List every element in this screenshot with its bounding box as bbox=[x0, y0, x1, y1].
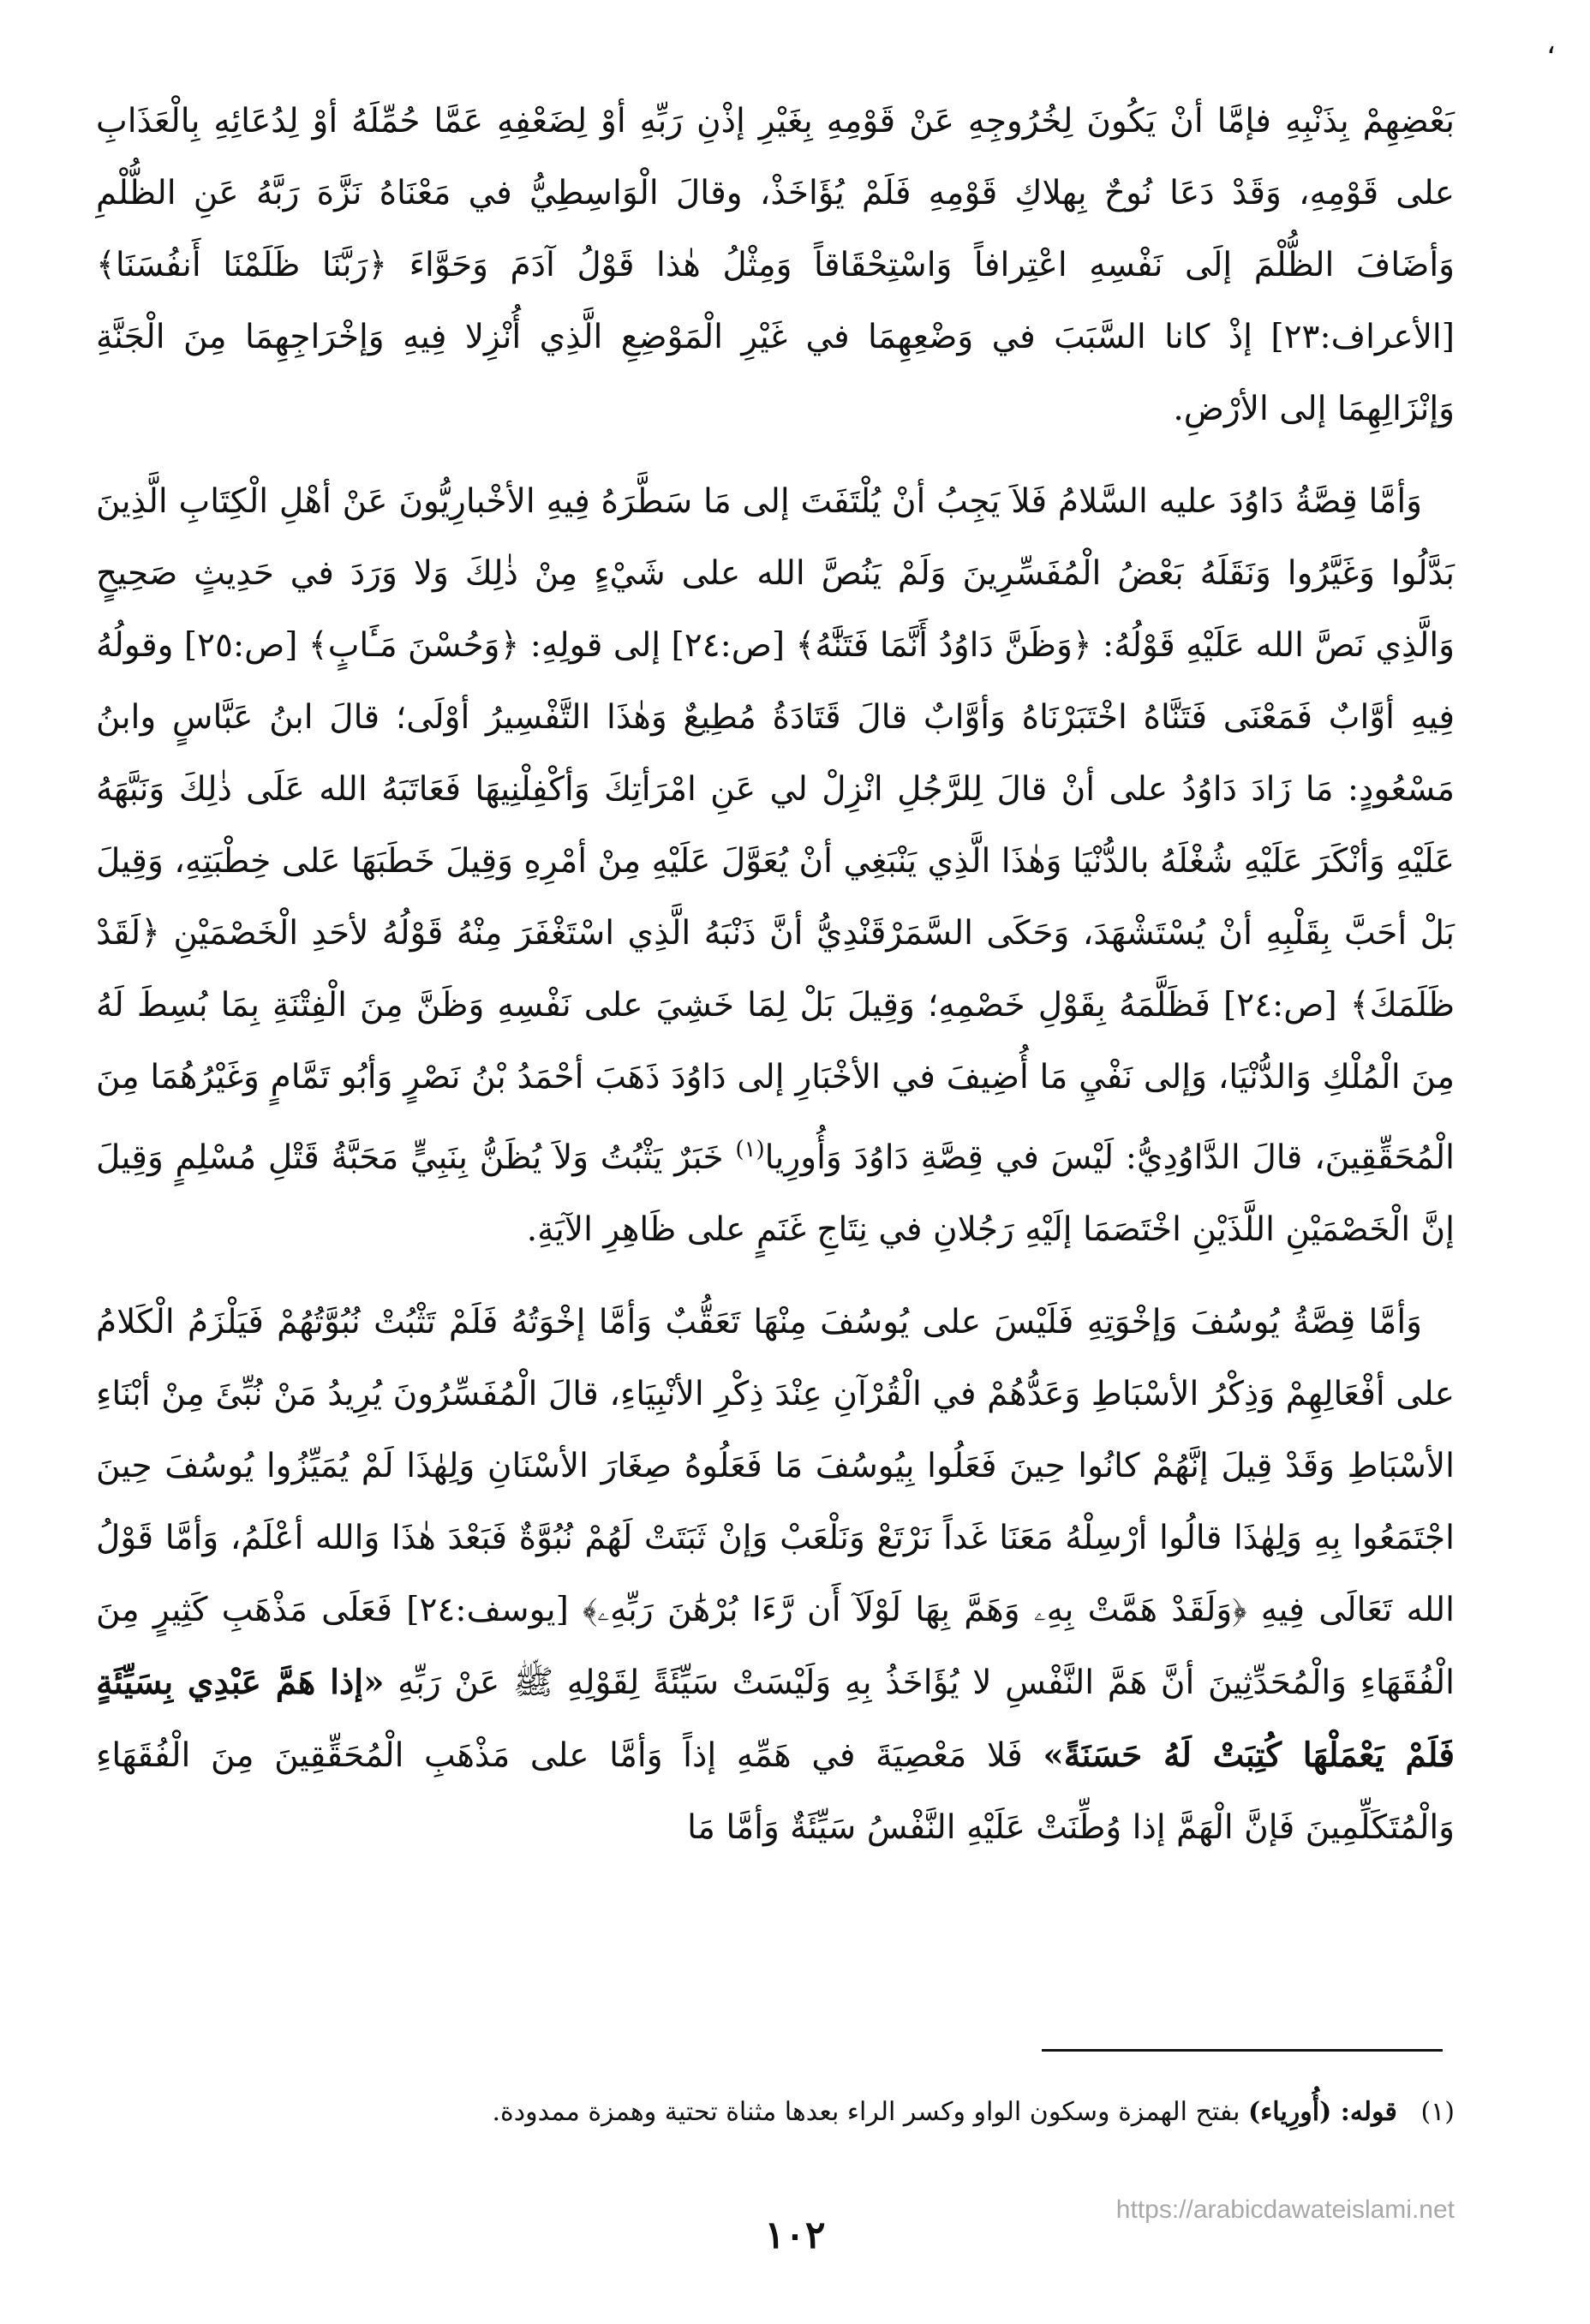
paragraph-3 bbox=[96, 1287, 1455, 1864]
footnote-lead: قوله: (أُورِياء) bbox=[1248, 2097, 1397, 2127]
footnote-number: (١) bbox=[1420, 2097, 1455, 2127]
main-text bbox=[96, 86, 1455, 1885]
paragraph-2-text-after: خَبَرٌ يَثْبُتُ وَلاَ يُظَنُّ بِنَبِيٍّ مَحَبَّةُ قَتْلِ مُسْلِمٍ وَقِيلَ إنَّ الْخَصْمَيْنِ اللَّذَيْنِ اخْتَصَمَا إلَيْهِ رَجُلانِ في نِتَاجِ غَنَمٍ على ظَاهِرِ الآيَةِ. bbox=[96, 1138, 1455, 1249]
paragraph-3-text-after: فَلا مَعْصِيَةَ في هَمِّهِ إذاً وَأمَّا على مَذْهَبِ الْمُحَقِّقِينَ مِنَ الْفُقَهَاءِ وَالْمُتَكَلِّمِينَ فَإنَّ الْهَمَّ إذا وُطِّنَتْ عَلَيْهِ النَّفْسُ سَيِّئَةٌ وَأمَّا مَا bbox=[96, 1736, 1455, 1847]
footnote bbox=[96, 2094, 1455, 2131]
corner-mark: ، bbox=[1546, 27, 1556, 61]
watermark-url: https://arabicdawateislami.net bbox=[1115, 2196, 1455, 2224]
page-number: ١٠٢ bbox=[764, 2213, 826, 2257]
footnote-marker[interactable]: (١) bbox=[735, 1137, 765, 1162]
hadith-quote: «إذا هَمَّ عَبْدِي بِسَيِّئَةٍ فَلَمْ يَعْمَلْهَا كُتِبَتْ لَهُ حَسَنَةً» bbox=[96, 1663, 1455, 1775]
paragraph-1-text: بَعْضِهِمْ بِذَنْبِهِ فإمَّا أنْ يَكُونَ لِخُرُوجِهِ عَنْ قَوْمِهِ بِغَيْرِ إذْنِ رَبِّهِ أوْ لِضَعْفِهِ عَمَّا حُمِّلَهُ أوْ لِدُعَائِهِ بِالْعَذَابِ على قَوْمِهِ، وَقَدْ دَعَا نُوحٌ بِهلاكِ قَوْمِهِ فَلَمْ يُؤَاخَذْ، وقالَ الْوَاسِطِيُّ في مَعْنَاهُ نَزَّهَ رَبَّهُ عَنِ الظُّلْمِ وَأضَافَ الظُّلْمَ إلَى نَفْسِهِ اعْتِرافاً وَاسْتِحْقَاقاً وَمِثْلُ هٰذا قَوْلُ آدَمَ وَحَوَّاءَ ﴿رَبَّنَا ظَلَمْنَا أَنفُسَنَا﴾ [الأعراف:٢٣] إذْ كانا السَّبَبَ في وَضْعِهِمَا في غَيْرِ الْمَوْضِعِ الَّذِي أُنْزِلا فِيهِ وَإخْرَاجِهِمَا مِنَ الْجَنَّةِ وَإنْزَالِهِمَا إلى الأرْضِ. bbox=[96, 102, 1455, 428]
footnote-divider bbox=[1042, 2049, 1443, 2052]
paragraph-1 bbox=[96, 86, 1455, 445]
paragraph-2 bbox=[96, 466, 1455, 1266]
paragraph-3-text: وَأمَّا قِصَّةُ يُوسُفَ وَإخْوَتِهِ فَلَيْسَ على يُوسُفَ مِنْهَا تَعَقُّبٌ وَأمَّا إخْوَتُهُ فَلَمْ تَثْبُتْ نُبُوَّتُهُمْ فَيَلْزَمُ الْكَلامُ على أفْعَالِهِمْ وَذِكْرُ الأسْبَاطِ وَعَدُّهُمْ في الْقُرْآنِ عِنْدَ ذِكْرِ الأنْبِيَاءِ، قالَ الْمُفَسِّرُونَ يُرِيدُ مَنْ نُبِّئَ مِنْ أبْنَاءِ الأسْبَاطِ وَقَدْ قِيلَ إنَّهُمْ كانُوا حِينَ فَعَلُوا بِيُوسُفَ مَا فَعَلُوهُ صِغَارَ الأسْنَانِ وَلِهٰذَا لَمْ يُمَيِّزُوا يُوسُفَ حِينَ اجْتَمَعُوا بِهِ وَلِهٰذَا قالُوا أرْسِلْهُ مَعَنَا غَداً نَرْتَعْ وَنَلْعَبْ وَإنْ ثَبَتَتْ لَهُمْ نُبُوَّةٌ فَبَعْدَ هٰذَا وَالله أعْلَمُ، وَأمَّا قَوْلُ الله تَعَالَى فِيهِ ﴿وَلَقَدْ هَمَّتْ بِهِۦ وَهَمَّ بِهَا لَوْلَآ أَن رَّءَا بُرْهَٰنَ رَبِّهِۦ﴾ [يوسف:٢٤] فَعَلَى مَذْهَبِ كَثِيرٍ مِنَ الْفُقَهَاءِ وَالْمُحَدِّثِينَ أنَّ هَمَّ النَّفْسِ لا يُؤَاخَذُ بِهِ وَلَيْسَتْ سَيِّئَةً لِقَوْلِهِ ﷺ عَنْ رَبِّهِ bbox=[96, 1303, 1456, 1702]
footnote-text: بفتح الهمزة وسكون الواو وكسر الراء بعدها مثناة تحتية وهمزة ممدودة. bbox=[492, 2097, 1248, 2127]
paragraph-2-text: وَأمَّا قِصَّةُ دَاوُدَ عليه السَّلامُ فَلاَ يَجِبُ أنْ يُلْتَفَتَ إلى مَا سَطَّرَهُ فِيهِ الأخْبارِيُّونَ عَنْ أهْلِ الْكِتَابِ الَّذِينَ بَدَّلُوا وَغَيَّرُوا وَنَقَلَهُ بَعْضُ الْمُفَسِّرِينَ وَلَمْ يَنُصَّ الله على شَيْءٍ مِنْ ذٰلِكَ وَلا وَرَدَ في حَدِيثٍ صَحِيحٍ وَالَّذِي نَصَّ الله عَلَيْهِ قَوْلُهُ: ﴿وَظَنَّ دَاوُدُ أَنَّمَا فَتَنَّٰهُ﴾ [ص:٢٤] إلى قولِهِ: ﴿وَحُسْنَ مَـَٔابٍ﴾ [ص:٢٥] وقولُهُ فِيهِ أوَّابٌ فَمَعْنَى فَتَنَّاهُ اخْتَبَرْنَاهُ وَأوَّابٌ قالَ قَتَادَةُ مُطِيعٌ وَهٰذَا التَّفْسِيرُ أوْلَى؛ قالَ ابنُ عَبَّاسٍ وابنُ مَسْعُودٍ: مَا زَادَ دَاوُدُ على أنْ قالَ لِلرَّجُلِ انْزِلْ لي عَنِ امْرَأتِكَ وَأكْفِلْنِيهَا فَعَاتَبَهُ الله عَلَى ذٰلِكَ وَنَبَّهَهُ عَلَيْهِ وَأنْكَرَ عَلَيْهِ شُغْلَهُ بالدُّنْيَا وَهٰذَا الَّذِي يَنْبَغِي أنْ يُعَوَّلَ عَلَيْهِ مِنْ أمْرِهِ وَقِيلَ خَطَبَهَا عَلى خِطْبَتِهِ، وَقِيلَ بَلْ أحَبَّ بِقَلْبِهِ أنْ يُسْتَشْهَدَ، وَحَكَى السَّمَرْقَنْدِيُّ أنَّ ذَنْبَهُ الَّذِي اسْتَغْفَرَ مِنْهُ قَوْلُهُ لأحَدِ الْخَصْمَيْنِ ﴿لَقَدْ ظَلَمَكَ﴾ [ص:٢٤] فَظَلَّمَهُ بِقَوْلِ خَصْمِهِ؛ وَقِيلَ بَلْ لِمَا خَشِيَ على نَفْسِهِ وَظَنَّ مِنَ الْفِتْنَةِ بِمَا بُسِطَ لَهُ مِنَ الْمُلْكِ وَالدُّنْيَا، وَإلى نَفْيِ مَا أُضِيفَ في الأخْبَارِ إلى دَاوُدَ ذَهَبَ أحْمَدُ بْنُ نَصْرٍ وَأبُو تَمَّامٍ وَغَيْرُهُمَا مِنَ الْمُحَقِّقِينَ، قالَ الدَّاوُدِيُّ: لَيْسَ في قِصَّةِ دَاوُدَ وَأُورِيا bbox=[96, 482, 1456, 1177]
